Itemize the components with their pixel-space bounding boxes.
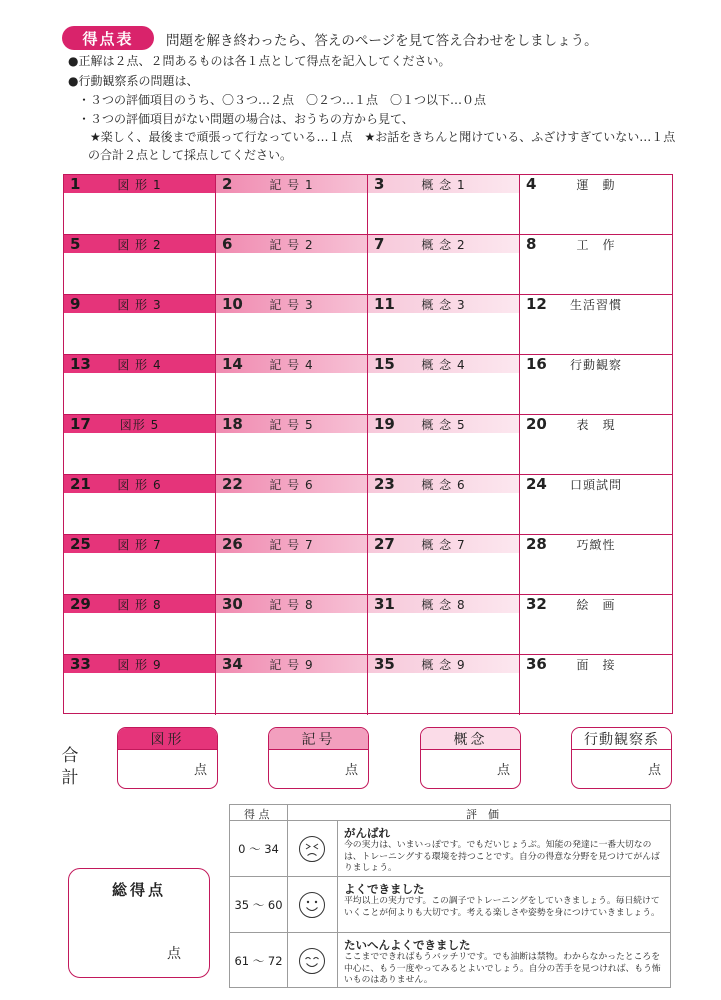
question-category: 概 念 8 bbox=[421, 597, 466, 612]
score-cell-26[interactable] bbox=[216, 535, 368, 595]
score-cell-16[interactable] bbox=[520, 355, 672, 415]
question-header bbox=[368, 595, 519, 613]
question-number: 28 bbox=[526, 535, 547, 553]
question-category: 記 号 3 bbox=[269, 297, 314, 312]
question-number: 26 bbox=[222, 535, 243, 553]
question-category: 図 形 9 bbox=[117, 657, 162, 672]
question-number: 20 bbox=[526, 415, 547, 433]
question-category: 記 号 1 bbox=[269, 177, 314, 192]
question-number: 15 bbox=[374, 355, 395, 373]
question-number: 22 bbox=[222, 475, 243, 493]
question-number: 24 bbox=[526, 475, 547, 493]
question-number: 5 bbox=[70, 235, 81, 253]
question-number: 14 bbox=[222, 355, 243, 373]
question-category: 概 念 7 bbox=[421, 537, 466, 552]
question-number: 17 bbox=[70, 415, 91, 433]
question-number: 33 bbox=[70, 655, 91, 673]
subtotal-heading: 図形 bbox=[118, 728, 217, 750]
question-header bbox=[520, 595, 672, 613]
question-number: 32 bbox=[526, 595, 547, 613]
question-number: 30 bbox=[222, 595, 243, 613]
score-grid bbox=[63, 174, 673, 714]
question-number: 29 bbox=[70, 595, 91, 613]
question-category: 生活習慣 bbox=[569, 297, 622, 312]
question-header bbox=[368, 475, 519, 493]
score-cell-7[interactable] bbox=[368, 235, 520, 295]
question-header bbox=[64, 355, 215, 373]
instruction-line: ・３つの評価項目のうち、〇３つ…２点 〇２つ…１点 〇１つ以下…０点 bbox=[78, 93, 487, 107]
evaluation-row bbox=[230, 933, 670, 989]
evaluation-row bbox=[230, 877, 670, 933]
score-cell-19[interactable] bbox=[368, 415, 520, 475]
question-header bbox=[216, 655, 367, 673]
sad-face-icon bbox=[298, 835, 326, 863]
evaluation-title: たいへんよくできました bbox=[344, 938, 471, 952]
total-label: 合計 bbox=[61, 746, 79, 788]
question-header bbox=[216, 415, 367, 433]
subtotal-box-symbol bbox=[268, 727, 369, 789]
score-cell-25[interactable] bbox=[64, 535, 216, 595]
question-header bbox=[520, 295, 672, 313]
question-header bbox=[368, 415, 519, 433]
question-category: 図 形 6 bbox=[117, 477, 162, 492]
question-number: 16 bbox=[526, 355, 547, 373]
evaluation-title: がんばれ bbox=[344, 826, 390, 840]
question-header bbox=[216, 355, 367, 373]
question-category: 巧緻性 bbox=[576, 537, 616, 552]
question-header bbox=[368, 535, 519, 553]
score-cell-30[interactable] bbox=[216, 595, 368, 655]
point-unit: 点 bbox=[647, 763, 661, 778]
question-category: 図 形 7 bbox=[117, 537, 162, 552]
score-cell-11[interactable] bbox=[368, 295, 520, 355]
point-unit: 点 bbox=[496, 763, 510, 778]
question-header bbox=[216, 295, 367, 313]
score-cell-35[interactable] bbox=[368, 655, 520, 715]
score-cell-6[interactable] bbox=[216, 235, 368, 295]
score-cell-12[interactable] bbox=[520, 295, 672, 355]
point-unit: 点 bbox=[193, 763, 207, 778]
question-header bbox=[368, 355, 519, 373]
question-header bbox=[368, 295, 519, 313]
score-cell-8[interactable] bbox=[520, 235, 672, 295]
question-number: 3 bbox=[374, 175, 385, 193]
instruction-line: ・３つの評価項目がない問題の場合は、おうちの方から見て、 bbox=[78, 112, 414, 126]
question-number: 12 bbox=[526, 295, 547, 313]
intro-text: 問題を解き終わったら、答えのページを見て答え合わせをしましょう。 bbox=[166, 33, 598, 49]
question-header bbox=[64, 235, 215, 253]
question-category: 図 形 4 bbox=[117, 357, 162, 372]
score-cell-22[interactable] bbox=[216, 475, 368, 535]
score-cell-1[interactable] bbox=[64, 175, 216, 235]
question-category: 概 念 9 bbox=[421, 657, 466, 672]
question-header bbox=[64, 295, 215, 313]
score-cell-32[interactable] bbox=[520, 595, 672, 655]
instruction-line: ●行動観察系の問題は、 bbox=[68, 74, 199, 88]
question-number: 2 bbox=[222, 175, 233, 193]
question-category: 記 号 5 bbox=[269, 417, 314, 432]
question-category: 記 号 6 bbox=[269, 477, 314, 492]
question-header bbox=[216, 535, 367, 553]
question-number: 6 bbox=[222, 235, 233, 253]
instruction-line: ★楽しく、最後まで頑張って行なっている…１点 ★お話をきちんと聞けている、ふざけすぎていない…１点 bbox=[90, 130, 676, 144]
question-category: 口頭試問 bbox=[569, 477, 622, 492]
score-cell-33[interactable] bbox=[64, 655, 216, 715]
question-category: 面 接 bbox=[576, 657, 616, 672]
score-cell-36[interactable] bbox=[520, 655, 672, 715]
evaluation-title: よくできました bbox=[344, 882, 425, 896]
question-header bbox=[520, 235, 672, 253]
question-header bbox=[368, 235, 519, 253]
question-number: 25 bbox=[70, 535, 91, 553]
evaluation-text: ここまでできればもうバッチリです。でも油断は禁物。わからなかったところを中心に、もう一度やってみるとよいでしょう。自分の苦手を見つければ、もう怖いものはありません。 bbox=[344, 952, 661, 985]
question-header bbox=[64, 595, 215, 613]
score-cell-13[interactable] bbox=[64, 355, 216, 415]
question-number: 7 bbox=[374, 235, 385, 253]
question-number: 11 bbox=[374, 295, 395, 313]
question-category: 記 号 7 bbox=[269, 537, 314, 552]
point-unit: 点 bbox=[344, 763, 358, 778]
score-cell-18[interactable] bbox=[216, 415, 368, 475]
question-number: 27 bbox=[374, 535, 395, 553]
score-cell-29[interactable] bbox=[64, 595, 216, 655]
question-category: 記 号 9 bbox=[269, 657, 314, 672]
score-range: 61 ～ 72 bbox=[234, 954, 283, 968]
question-header bbox=[64, 175, 215, 193]
question-number: 9 bbox=[70, 295, 81, 313]
question-category: 行動観察 bbox=[569, 357, 622, 372]
question-header bbox=[216, 595, 367, 613]
question-header bbox=[64, 535, 215, 553]
score-cell-17[interactable] bbox=[64, 415, 216, 475]
score-cell-14[interactable] bbox=[216, 355, 368, 415]
question-header bbox=[520, 655, 672, 673]
score-range: 35 ～ 60 bbox=[234, 897, 283, 912]
subtotal-box-figure bbox=[117, 727, 218, 789]
smile-face-icon bbox=[298, 891, 326, 919]
score-table-title: 得点表 bbox=[62, 26, 154, 50]
question-category: 運 動 bbox=[576, 177, 616, 192]
score-cell-5[interactable] bbox=[64, 235, 216, 295]
point-unit: 点 bbox=[167, 946, 181, 962]
question-category: 記 号 4 bbox=[269, 357, 314, 372]
evaluation-text: 平均以上の実力です。この調子でトレーニングをしていきましょう。毎日続けていくことが何よりも大切です。考える楽しさや姿勢を身につけていきましょう。 bbox=[344, 896, 660, 918]
question-header bbox=[64, 415, 215, 433]
question-header bbox=[520, 475, 672, 493]
subtotal-box-concept bbox=[420, 727, 521, 789]
score-cell-24[interactable] bbox=[520, 475, 672, 535]
question-number: 31 bbox=[374, 595, 395, 613]
question-category: 記 号 2 bbox=[269, 237, 314, 252]
score-cell-10[interactable] bbox=[216, 295, 368, 355]
question-number: 10 bbox=[222, 295, 243, 313]
question-category: 概 念 4 bbox=[421, 357, 466, 372]
question-number: 19 bbox=[374, 415, 395, 433]
subtotal-heading: 記号 bbox=[269, 728, 368, 750]
evaluation-text: 今の実力は、いまいっぽです。でもだいじょうぶ。知能の発達に一番大切なのは、トレーニングする環境を持つことです。自分の得意な分野を見つけてがんばりましょう。 bbox=[344, 840, 660, 873]
question-number: 8 bbox=[526, 235, 537, 253]
subtotal-box-behavior bbox=[571, 727, 672, 789]
question-category: 概 念 3 bbox=[421, 297, 466, 312]
score-cell-34[interactable] bbox=[216, 655, 368, 715]
question-header bbox=[520, 415, 672, 433]
question-header bbox=[64, 475, 215, 493]
question-header bbox=[216, 175, 367, 193]
question-number: 1 bbox=[70, 175, 81, 193]
question-header bbox=[368, 655, 519, 673]
score-cell-4[interactable] bbox=[520, 175, 672, 235]
question-header bbox=[520, 535, 672, 553]
grand-total-box bbox=[68, 868, 210, 978]
question-number: 34 bbox=[222, 655, 243, 673]
question-category: 絵 画 bbox=[576, 597, 616, 612]
score-cell-9[interactable] bbox=[64, 295, 216, 355]
score-cell-15[interactable] bbox=[368, 355, 520, 415]
question-category: 概 念 5 bbox=[421, 417, 466, 432]
score-cell-31[interactable] bbox=[368, 595, 520, 655]
question-category: 概 念 2 bbox=[421, 237, 466, 252]
evaluation-row bbox=[230, 821, 670, 877]
instruction-line: ●正解は２点、２問あるものは各１点として得点を記入してください。 bbox=[68, 54, 451, 68]
question-category: 概 念 6 bbox=[421, 477, 466, 492]
score-cell-3[interactable] bbox=[368, 175, 520, 235]
score-column-heading: 得 点 bbox=[244, 808, 270, 821]
question-header bbox=[216, 475, 367, 493]
score-cell-2[interactable] bbox=[216, 175, 368, 235]
question-category: 図 形 8 bbox=[117, 597, 162, 612]
question-category: 図 形 2 bbox=[117, 237, 162, 252]
instruction-line: の合計２点として採点してください。 bbox=[88, 148, 293, 162]
question-number: 23 bbox=[374, 475, 395, 493]
question-category: 図 形 3 bbox=[117, 297, 162, 312]
question-category: 図形 5 bbox=[119, 417, 160, 432]
question-category: 表 現 bbox=[576, 417, 616, 432]
question-number: 35 bbox=[374, 655, 395, 673]
question-number: 36 bbox=[526, 655, 547, 673]
question-header bbox=[520, 175, 672, 193]
question-category: 概 念 1 bbox=[421, 177, 466, 192]
evaluation-header bbox=[230, 805, 670, 821]
question-category: 工 作 bbox=[576, 237, 616, 252]
score-range: 0 ～ 34 bbox=[238, 841, 279, 856]
score-cell-28[interactable] bbox=[520, 535, 672, 595]
question-number: 18 bbox=[222, 415, 243, 433]
subtotal-heading: 概念 bbox=[421, 728, 520, 750]
evaluation-table bbox=[229, 804, 671, 988]
score-cell-21[interactable] bbox=[64, 475, 216, 535]
question-header bbox=[216, 235, 367, 253]
question-number: 13 bbox=[70, 355, 91, 373]
question-number: 4 bbox=[526, 175, 537, 193]
question-category: 記 号 8 bbox=[269, 597, 314, 612]
question-header bbox=[368, 175, 519, 193]
evaluation-column-heading: 評 価 bbox=[466, 808, 499, 821]
score-cell-20[interactable] bbox=[520, 415, 672, 475]
happy-face-icon bbox=[298, 947, 326, 975]
question-header bbox=[64, 655, 215, 673]
question-number: 21 bbox=[70, 475, 91, 493]
grand-total-label: 総得点 bbox=[111, 881, 166, 899]
score-cell-23[interactable] bbox=[368, 475, 520, 535]
question-header bbox=[520, 355, 672, 373]
score-cell-27[interactable] bbox=[368, 535, 520, 595]
subtotal-heading: 行動観察系 bbox=[572, 728, 671, 750]
question-category: 図 形 1 bbox=[117, 177, 162, 192]
